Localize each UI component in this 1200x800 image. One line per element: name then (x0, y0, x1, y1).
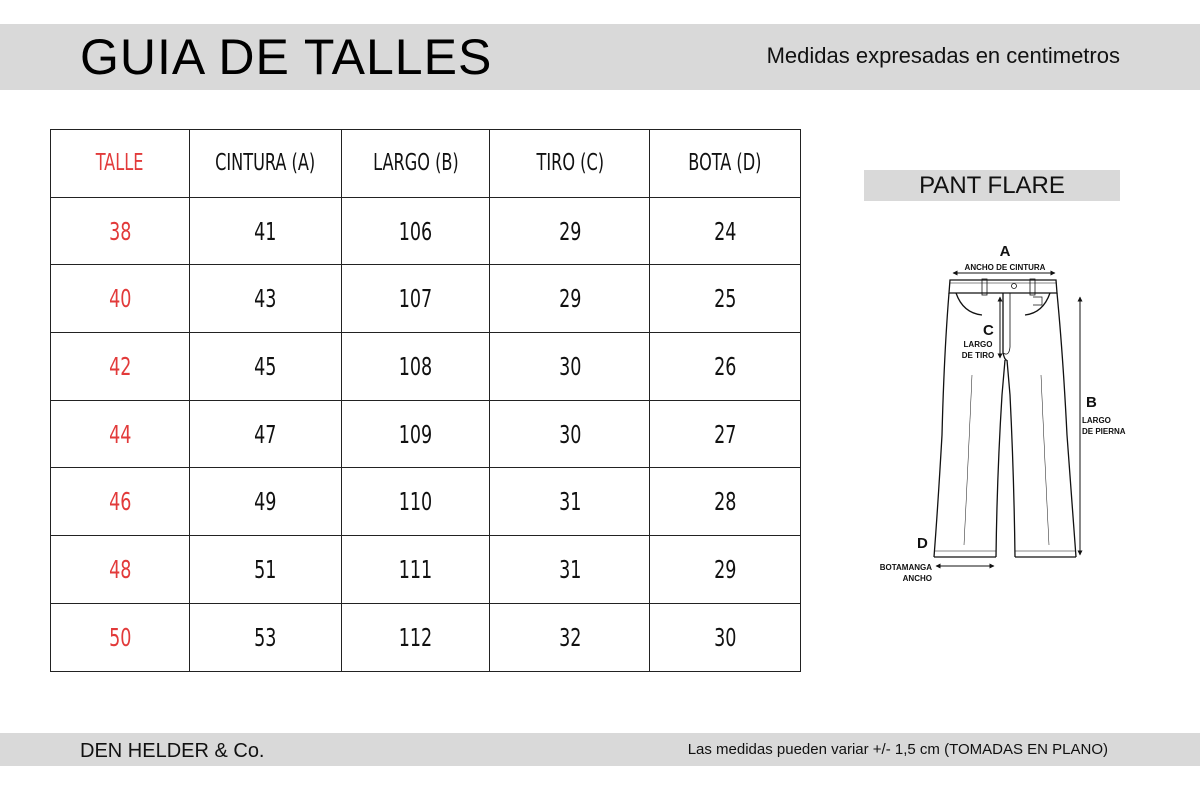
table-row (51, 197, 801, 265)
cell-cintura: 51 (189, 536, 341, 604)
header-bota: BOTA (D) (650, 130, 801, 198)
cell-talle: 48 (51, 536, 190, 604)
cell-talle: 46 (51, 468, 190, 536)
cell-largo: 111 (341, 536, 490, 604)
table-row (51, 400, 801, 468)
header-talle: TALLE (51, 130, 190, 198)
table-row (51, 265, 801, 333)
dim-b-text-2: DE PIERNA (1082, 427, 1126, 436)
cell-bota: 29 (650, 536, 801, 604)
cell-largo: 112 (341, 603, 490, 671)
cell-talle: 40 (51, 265, 190, 333)
header-tiro: TIRO (C) (490, 130, 650, 198)
cell-bota: 30 (650, 603, 801, 671)
dim-c-text-2: DE TIRO (961, 351, 995, 360)
cell-cintura: 45 (189, 333, 341, 401)
dim-a-text: ANCHO DE CINTURA (964, 263, 1046, 272)
cell-talle: 50 (51, 603, 190, 671)
cell-bota: 26 (650, 333, 801, 401)
dim-a-letter: A (999, 243, 1011, 260)
page-title: GUIA DE TALLES (80, 29, 493, 85)
cell-cintura: 49 (189, 468, 341, 536)
cell-bota: 25 (650, 265, 801, 333)
cell-largo: 108 (341, 333, 490, 401)
cell-largo: 109 (341, 400, 490, 468)
cell-bota: 27 (650, 400, 801, 468)
cell-tiro: 31 (490, 536, 650, 604)
cell-tiro: 29 (490, 265, 650, 333)
cell-talle: 38 (51, 197, 190, 265)
dim-b-text-1: LARGO (1082, 416, 1111, 425)
cell-largo: 107 (341, 265, 490, 333)
cell-cintura: 53 (189, 603, 341, 671)
dim-c-letter: C (983, 322, 994, 339)
dim-d-text-1: BOTAMANGA (879, 563, 932, 572)
table-row (51, 468, 801, 536)
table-row (51, 603, 801, 671)
dim-b-letter: B (1086, 394, 1097, 411)
table-row (51, 333, 801, 401)
cell-cintura: 47 (189, 400, 341, 468)
header-cintura: CINTURA (A) (189, 130, 341, 198)
pant-diagram (860, 235, 1150, 595)
pant-style-label: PANT FLARE (864, 170, 1120, 201)
dim-d-text-2: ANCHO (902, 574, 932, 583)
cell-cintura: 43 (189, 265, 341, 333)
cell-bota: 24 (650, 197, 801, 265)
cell-talle: 44 (51, 400, 190, 468)
measurement-disclaimer: Las medidas pueden variar +/- 1,5 cm (TOMADAS EN PLANO) (687, 741, 1108, 758)
cell-tiro: 32 (490, 603, 650, 671)
dim-d-letter: D (917, 535, 928, 552)
header-largo: LARGO (B) (341, 130, 490, 198)
cell-tiro: 30 (490, 333, 650, 401)
cell-tiro: 29 (490, 197, 650, 265)
size-table (50, 129, 801, 672)
page-subtitle: Medidas expresadas en centimetros (766, 43, 1120, 68)
cell-talle: 42 (51, 333, 190, 401)
cell-tiro: 30 (490, 400, 650, 468)
pant-outline (934, 279, 1076, 557)
cell-cintura: 41 (189, 197, 341, 265)
table-header-row (51, 130, 801, 198)
cell-largo: 110 (341, 468, 490, 536)
table-row (51, 536, 801, 604)
dim-c-text-1: LARGO (963, 340, 993, 349)
cell-tiro: 31 (490, 468, 650, 536)
cell-largo: 106 (341, 197, 490, 265)
brand-name: DEN HELDER & Co. (80, 740, 265, 762)
cell-bota: 28 (650, 468, 801, 536)
